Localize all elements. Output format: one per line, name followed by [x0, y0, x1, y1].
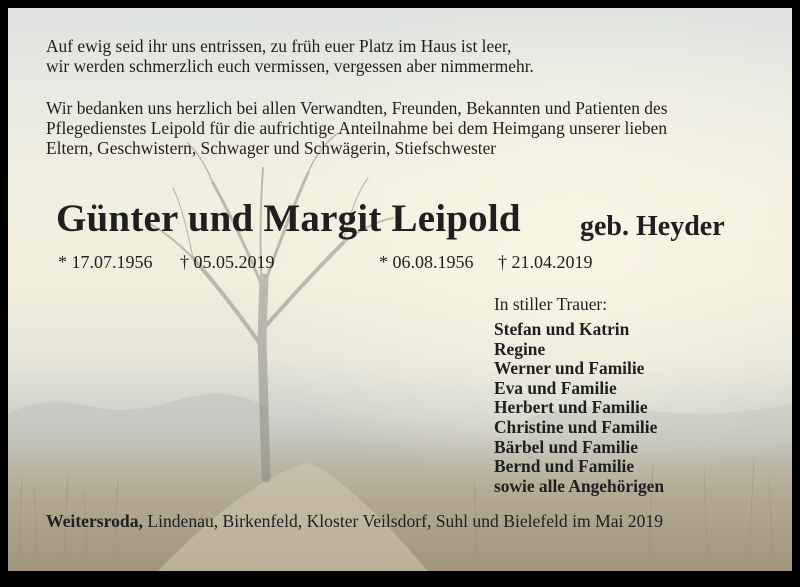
mourners-list — [494, 320, 664, 496]
places-and-date-line — [46, 511, 663, 532]
verse-line: wir werden schmerzlich euch vermissen, vergessen aber nimmermehr. — [46, 56, 534, 76]
mourner-item: Christine und Familie — [494, 416, 658, 437]
thanks-line: Eltern, Geschwistern, Schwager und Schwägerin, Stiefschwester — [46, 138, 497, 158]
deceased-names: Günter und Margit Leipold — [56, 197, 521, 240]
thanks-line: Pflegedienstes Leipold für die aufrichtige Anteilnahme bei dem Heimgang unserer lieben — [46, 118, 668, 138]
mourner-item: Regine — [494, 338, 546, 359]
thanks-line: Wir bedanken uns herzlich bei allen Verwandten, Freunden, Bekannten und Patienten des — [46, 98, 668, 118]
hometown: Weitersroda, — [46, 511, 143, 531]
mourner-item: Herbert und Familie — [494, 397, 648, 418]
birth-date-margit: * 06.08.1956 — [379, 252, 474, 272]
places-rest: Lindenau, Birkenfeld, Kloster Veilsdorf, Suhl und Bielefeld im Mai 2019 — [142, 511, 663, 531]
thanks-paragraph — [46, 98, 667, 158]
obituary-card — [8, 8, 792, 571]
mourner-item: Eva und Familie — [494, 377, 617, 398]
maiden-name: geb. Heyder — [580, 211, 725, 242]
verse-line: Auf ewig seid ihr uns entrissen, zu früh euer Platz im Haus ist leer, — [46, 36, 512, 56]
mourner-item: Werner und Familie — [494, 358, 645, 379]
mourner-item: Bärbel und Familie — [494, 436, 638, 457]
death-date-margit: † 21.04.2019 — [498, 252, 593, 272]
death-date-guenter: † 05.05.2019 — [180, 252, 275, 272]
mourner-item: sowie alle Angehörigen — [494, 475, 665, 496]
mourning-label: In stiller Trauer: — [494, 294, 608, 314]
mourner-item: Bernd und Familie — [494, 456, 635, 477]
memorial-verse — [46, 36, 534, 76]
mourner-item: Stefan und Katrin — [494, 319, 630, 339]
misty-tree-landscape-image — [8, 8, 792, 571]
birth-date-guenter: * 17.07.1956 — [58, 252, 153, 272]
